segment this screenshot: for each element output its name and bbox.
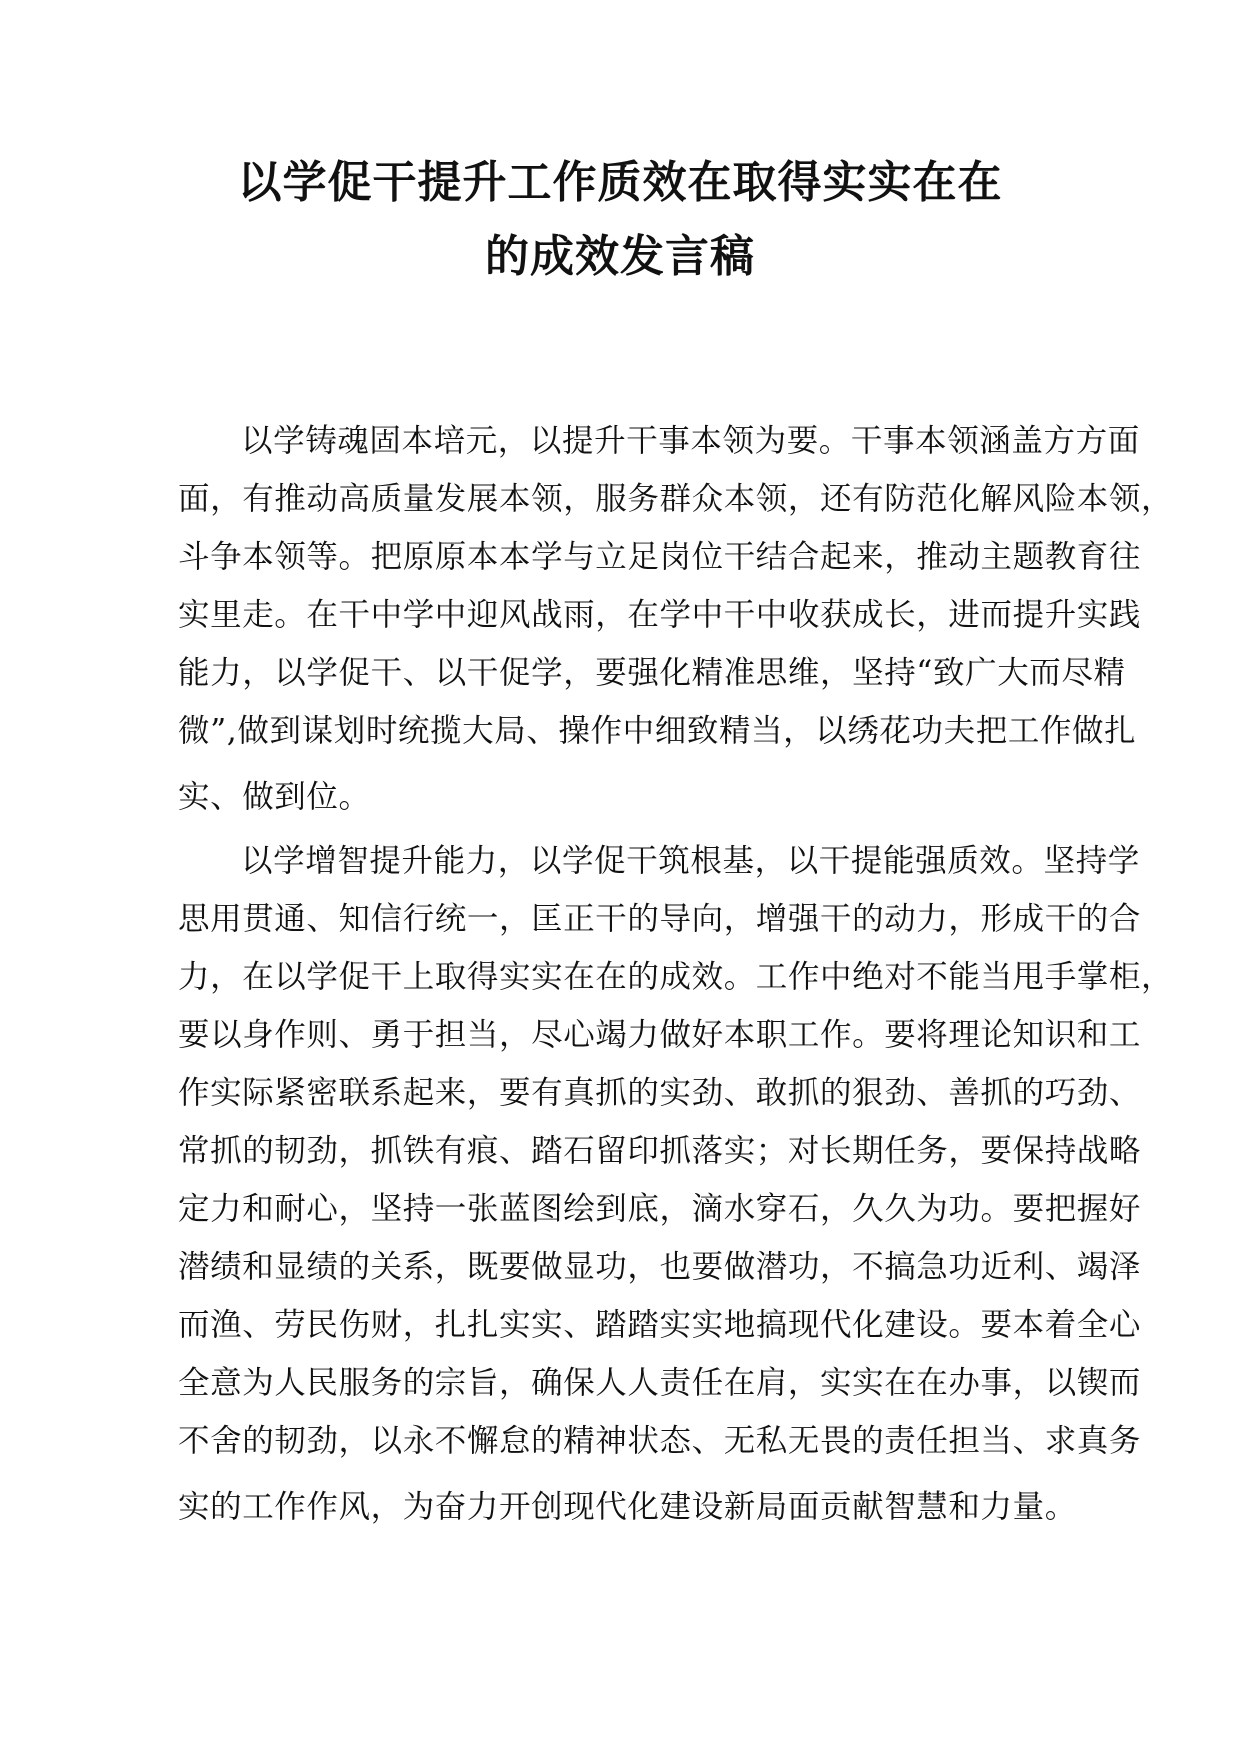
paragraph-line: 实里走。在干中学中迎风战雨，在学中干中收获成长，进而提升实践	[178, 597, 1142, 633]
paragraph-line: 以学增智提升能力，以学促干筑根基，以干提能强质效。坚持学	[241, 843, 1140, 879]
paragraph-line: 能力，以学促干、以干促学，要强化精准思维，坚持“致广大而尽精	[178, 655, 1126, 691]
title-line-2: 的成效发言稿	[485, 231, 755, 282]
paragraph-line: 斗争本领等。把原原本本学与立足岗位干结合起来，推动主题教育往	[178, 539, 1142, 575]
paragraph-line: 作实际紧密联系起来，要有真抓的实劲、敢抓的狠劲、善抓的巧劲、	[178, 1075, 1142, 1111]
title-line-1: 以学促干提升工作质效在取得实实在在	[237, 157, 1003, 208]
paragraph-line: 定力和耐心，坚持一张蓝图绘到底，滴水穿石，久久为功。要把握好	[178, 1191, 1142, 1227]
paragraph-line: 常抓的韧劲，抓铁有痕、踏石留印抓落实；对长期任务，要保持战略	[178, 1133, 1142, 1169]
paragraph-line: 全意为人民服务的宗旨，确保人人责任在肩，实实在在办事，以锲而	[178, 1365, 1142, 1401]
paragraph-2	[178, 832, 1174, 1536]
paragraph-line: 而渔、劳民伤财，扎扎实实、踏踏实实地搞现代化建设。要本着全心	[178, 1307, 1142, 1343]
paragraph-1	[178, 412, 1174, 826]
paragraph-line: 不舍的韧劲，以永不懈怠的精神状态、无私无畏的责任担当、求真务	[178, 1423, 1142, 1459]
document-title	[150, 146, 1090, 294]
paragraph-line: 面，有推动高质量发展本领，服务群众本领，还有防范化解风险本领，	[178, 481, 1174, 517]
paragraph-line: 力，在以学促干上取得实实在在的成效。工作中绝对不能当甩手掌柜，	[178, 959, 1174, 995]
paragraph-line: 要以身作则、勇于担当，尽心竭力做好本职工作。要将理论知识和工	[178, 1017, 1142, 1053]
paragraph-line: 微”,做到谋划时统揽大局、操作中细致精当，以绣花功夫把工作做扎	[178, 713, 1137, 749]
paragraph-line: 实的工作作风，为奋力开创现代化建设新局面贡献智慧和力量。	[178, 1489, 1077, 1525]
paragraph-line: 潜绩和显绩的关系，既要做显功，也要做潜功，不搞急功近利、竭泽	[178, 1249, 1142, 1285]
paragraph-line: 实、做到位。	[178, 779, 371, 815]
paragraph-line: 思用贯通、知信行统一，匡正干的导向，增强干的动力，形成干的合	[178, 901, 1142, 937]
paragraph-line: 以学铸魂固本培元，以提升干事本领为要。干事本领涵盖方方面	[241, 423, 1140, 459]
